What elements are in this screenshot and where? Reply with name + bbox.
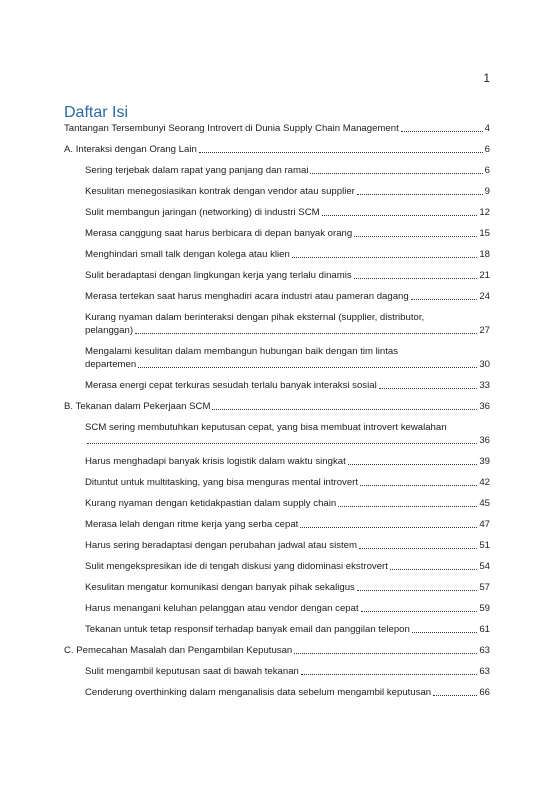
toc-entry-text: Kesulitan mengatur komunikasi dengan banyak pihak sekaligus [85, 582, 355, 593]
toc-entry-text: pelanggan) [85, 325, 134, 336]
toc-entry-text: Cenderung overthinking dalam menganalisis data sebelum mengambil keputusan [85, 687, 432, 698]
dot-leader [310, 173, 482, 174]
dot-leader [390, 569, 477, 570]
toc-entry-page-number: 15 [479, 228, 490, 239]
toc-entry[interactable] [64, 122, 490, 135]
toc-entry[interactable] [85, 539, 490, 552]
toc-entry[interactable] [85, 206, 490, 219]
dot-leader [301, 674, 477, 675]
toc-entry[interactable] [85, 227, 490, 240]
toc-entry-page-number: 27 [479, 325, 490, 336]
toc-entry-text: Merasa canggung saat harus berbicara di depan banyak orang [85, 228, 353, 239]
dot-leader [199, 152, 483, 153]
dot-leader [411, 299, 478, 300]
dot-leader [360, 485, 477, 486]
dot-leader [300, 527, 477, 528]
toc-entry[interactable] [64, 400, 490, 413]
toc-entry-page-number: 36 [479, 435, 490, 446]
dot-leader [138, 367, 477, 368]
toc-entry-text: Tantangan Tersembunyi Seorang Introvert di Dunia Supply Chain Management [64, 123, 399, 134]
toc-entry-page-number: 45 [479, 498, 490, 509]
toc-entry[interactable] [85, 581, 490, 594]
dot-leader [359, 548, 477, 549]
dot-leader [322, 215, 478, 216]
toc-entry-page-number: 30 [479, 359, 490, 370]
toc-entry-page-number: 66 [479, 687, 490, 698]
dot-leader [401, 131, 483, 132]
toc-entry-page-number: 9 [484, 186, 490, 197]
toc-entry[interactable] [85, 269, 490, 282]
toc-entry[interactable] [85, 560, 490, 573]
toc-entry[interactable] [85, 290, 490, 303]
toc-entry-page-number: 57 [479, 582, 490, 593]
dot-leader [357, 194, 483, 195]
toc-entry[interactable] [85, 476, 490, 489]
toc-entry-page-number: 61 [479, 624, 490, 635]
toc-entry[interactable] [85, 421, 490, 447]
toc-entry[interactable] [85, 686, 490, 699]
toc-entry-page-number: 4 [484, 123, 490, 134]
toc-entry[interactable] [85, 164, 490, 177]
toc-entry-page-number: 18 [479, 249, 490, 260]
toc-entry[interactable] [85, 248, 490, 261]
toc-entry-page-number: 33 [479, 380, 490, 391]
toc-entry-text-line1: SCM sering membutuhkan keputusan cepat, yang bisa membuat introvert kewalahan [85, 422, 447, 433]
toc-entry-page-number: 63 [479, 666, 490, 677]
toc-entry-text: Merasa tertekan saat harus menghadiri acara industri atau pameran dagang [85, 291, 409, 302]
toc-entry-text: B. Tekanan dalam Pekerjaan SCM [64, 401, 211, 412]
toc-entry-text: Sulit mengambil keputusan saat di bawah tekanan [85, 666, 299, 677]
toc-entry-text: C. Pemecahan Masalah dan Pengambilan Keputusan [64, 645, 293, 656]
toc-entry-text: Harus menghadapi banyak krisis logistik dalam waktu singkat [85, 456, 346, 467]
toc-entry-page-number: 59 [479, 603, 490, 614]
toc-entry[interactable] [85, 623, 490, 636]
toc-entry-page-number: 42 [479, 477, 490, 488]
toc-entry-text: Dituntut untuk multitasking, yang bisa menguras mental introvert [85, 477, 359, 488]
toc-entry[interactable] [85, 602, 490, 615]
dot-leader [294, 653, 477, 654]
dot-leader [212, 409, 477, 410]
toc-entry-text: Kesulitan menegosiasikan kontrak dengan vendor atau supplier [85, 186, 355, 197]
toc-entry-text: Sering terjebak dalam rapat yang panjang dan ramai [85, 165, 309, 176]
toc-entry-page-number: 6 [484, 144, 490, 155]
toc-entry-text: Sulit beradaptasi dengan lingkungan kerja yang terlalu dinamis [85, 270, 352, 281]
toc-entry-text: Menghindari small talk dengan kolega atau klien [85, 249, 290, 260]
toc-entry-text: Harus menangani keluhan pelanggan atau vendor dengan cepat [85, 603, 359, 614]
toc-entry[interactable] [85, 311, 490, 337]
dot-leader [412, 632, 478, 633]
toc-entry-page-number: 21 [479, 270, 490, 281]
toc-entry-page-number: 63 [479, 645, 490, 656]
toc-title: Daftar Isi [64, 104, 129, 121]
dot-leader [348, 464, 478, 465]
toc-entry-text: Tekanan untuk tetap responsif terhadap banyak email dan panggilan telepon [85, 624, 410, 635]
toc-entry-page-number: 39 [479, 456, 490, 467]
toc-entry-page-number: 12 [479, 207, 490, 218]
dot-leader [135, 333, 477, 334]
page-number: 1 [483, 71, 490, 85]
toc-entry-text: Merasa energi cepat terkuras sesudah terlalu banyak interaksi sosial [85, 380, 377, 391]
dot-leader [357, 590, 477, 591]
toc-entry-page-number: 51 [479, 540, 490, 551]
toc-entry[interactable] [85, 518, 490, 531]
toc-entry-page-number: 24 [479, 291, 490, 302]
toc-entry-text: Merasa lelah dengan ritme kerja yang serba cepat [85, 519, 299, 530]
toc-entry-page-number: 6 [484, 165, 490, 176]
toc-entry[interactable] [64, 143, 490, 156]
dot-leader [379, 388, 478, 389]
toc-entry-text: departemen [85, 359, 137, 370]
toc-entry[interactable] [85, 497, 490, 510]
toc-entry[interactable] [85, 379, 490, 392]
toc-entry[interactable] [85, 345, 490, 371]
toc-entry-text: Harus sering beradaptasi dengan perubahan jadwal atau sistem [85, 540, 357, 551]
dot-leader [292, 257, 478, 258]
toc-entry[interactable] [85, 185, 490, 198]
dot-leader [338, 506, 477, 507]
toc-entry-text: Kurang nyaman dengan ketidakpastian dalam supply chain [85, 498, 337, 509]
dot-leader [361, 611, 478, 612]
table-of-contents [64, 122, 490, 707]
toc-entry-text: Sulit mengekspresikan ide di tengah diskusi yang didominasi ekstrovert [85, 561, 388, 572]
toc-entry-text-line1: Kurang nyaman dalam berinteraksi dengan pihak eksternal (supplier, distributor, [85, 312, 425, 323]
toc-entry-text: Sulit membangun jaringan (networking) di industri SCM [85, 207, 320, 218]
toc-entry[interactable] [85, 455, 490, 468]
toc-entry-page-number: 36 [479, 401, 490, 412]
dot-leader [354, 278, 478, 279]
toc-entry[interactable] [64, 644, 490, 657]
toc-entry-text-line1: Mengalami kesulitan dalam membangun hubungan baik dengan tim lintas [85, 346, 399, 357]
toc-entry-text: A. Interaksi dengan Orang Lain [64, 144, 197, 155]
dot-leader [87, 443, 477, 444]
dot-leader [433, 695, 477, 696]
toc-entry-page-number: 47 [479, 519, 490, 530]
toc-entry-page-number: 54 [479, 561, 490, 572]
dot-leader [354, 236, 477, 237]
toc-entry[interactable] [85, 665, 490, 678]
